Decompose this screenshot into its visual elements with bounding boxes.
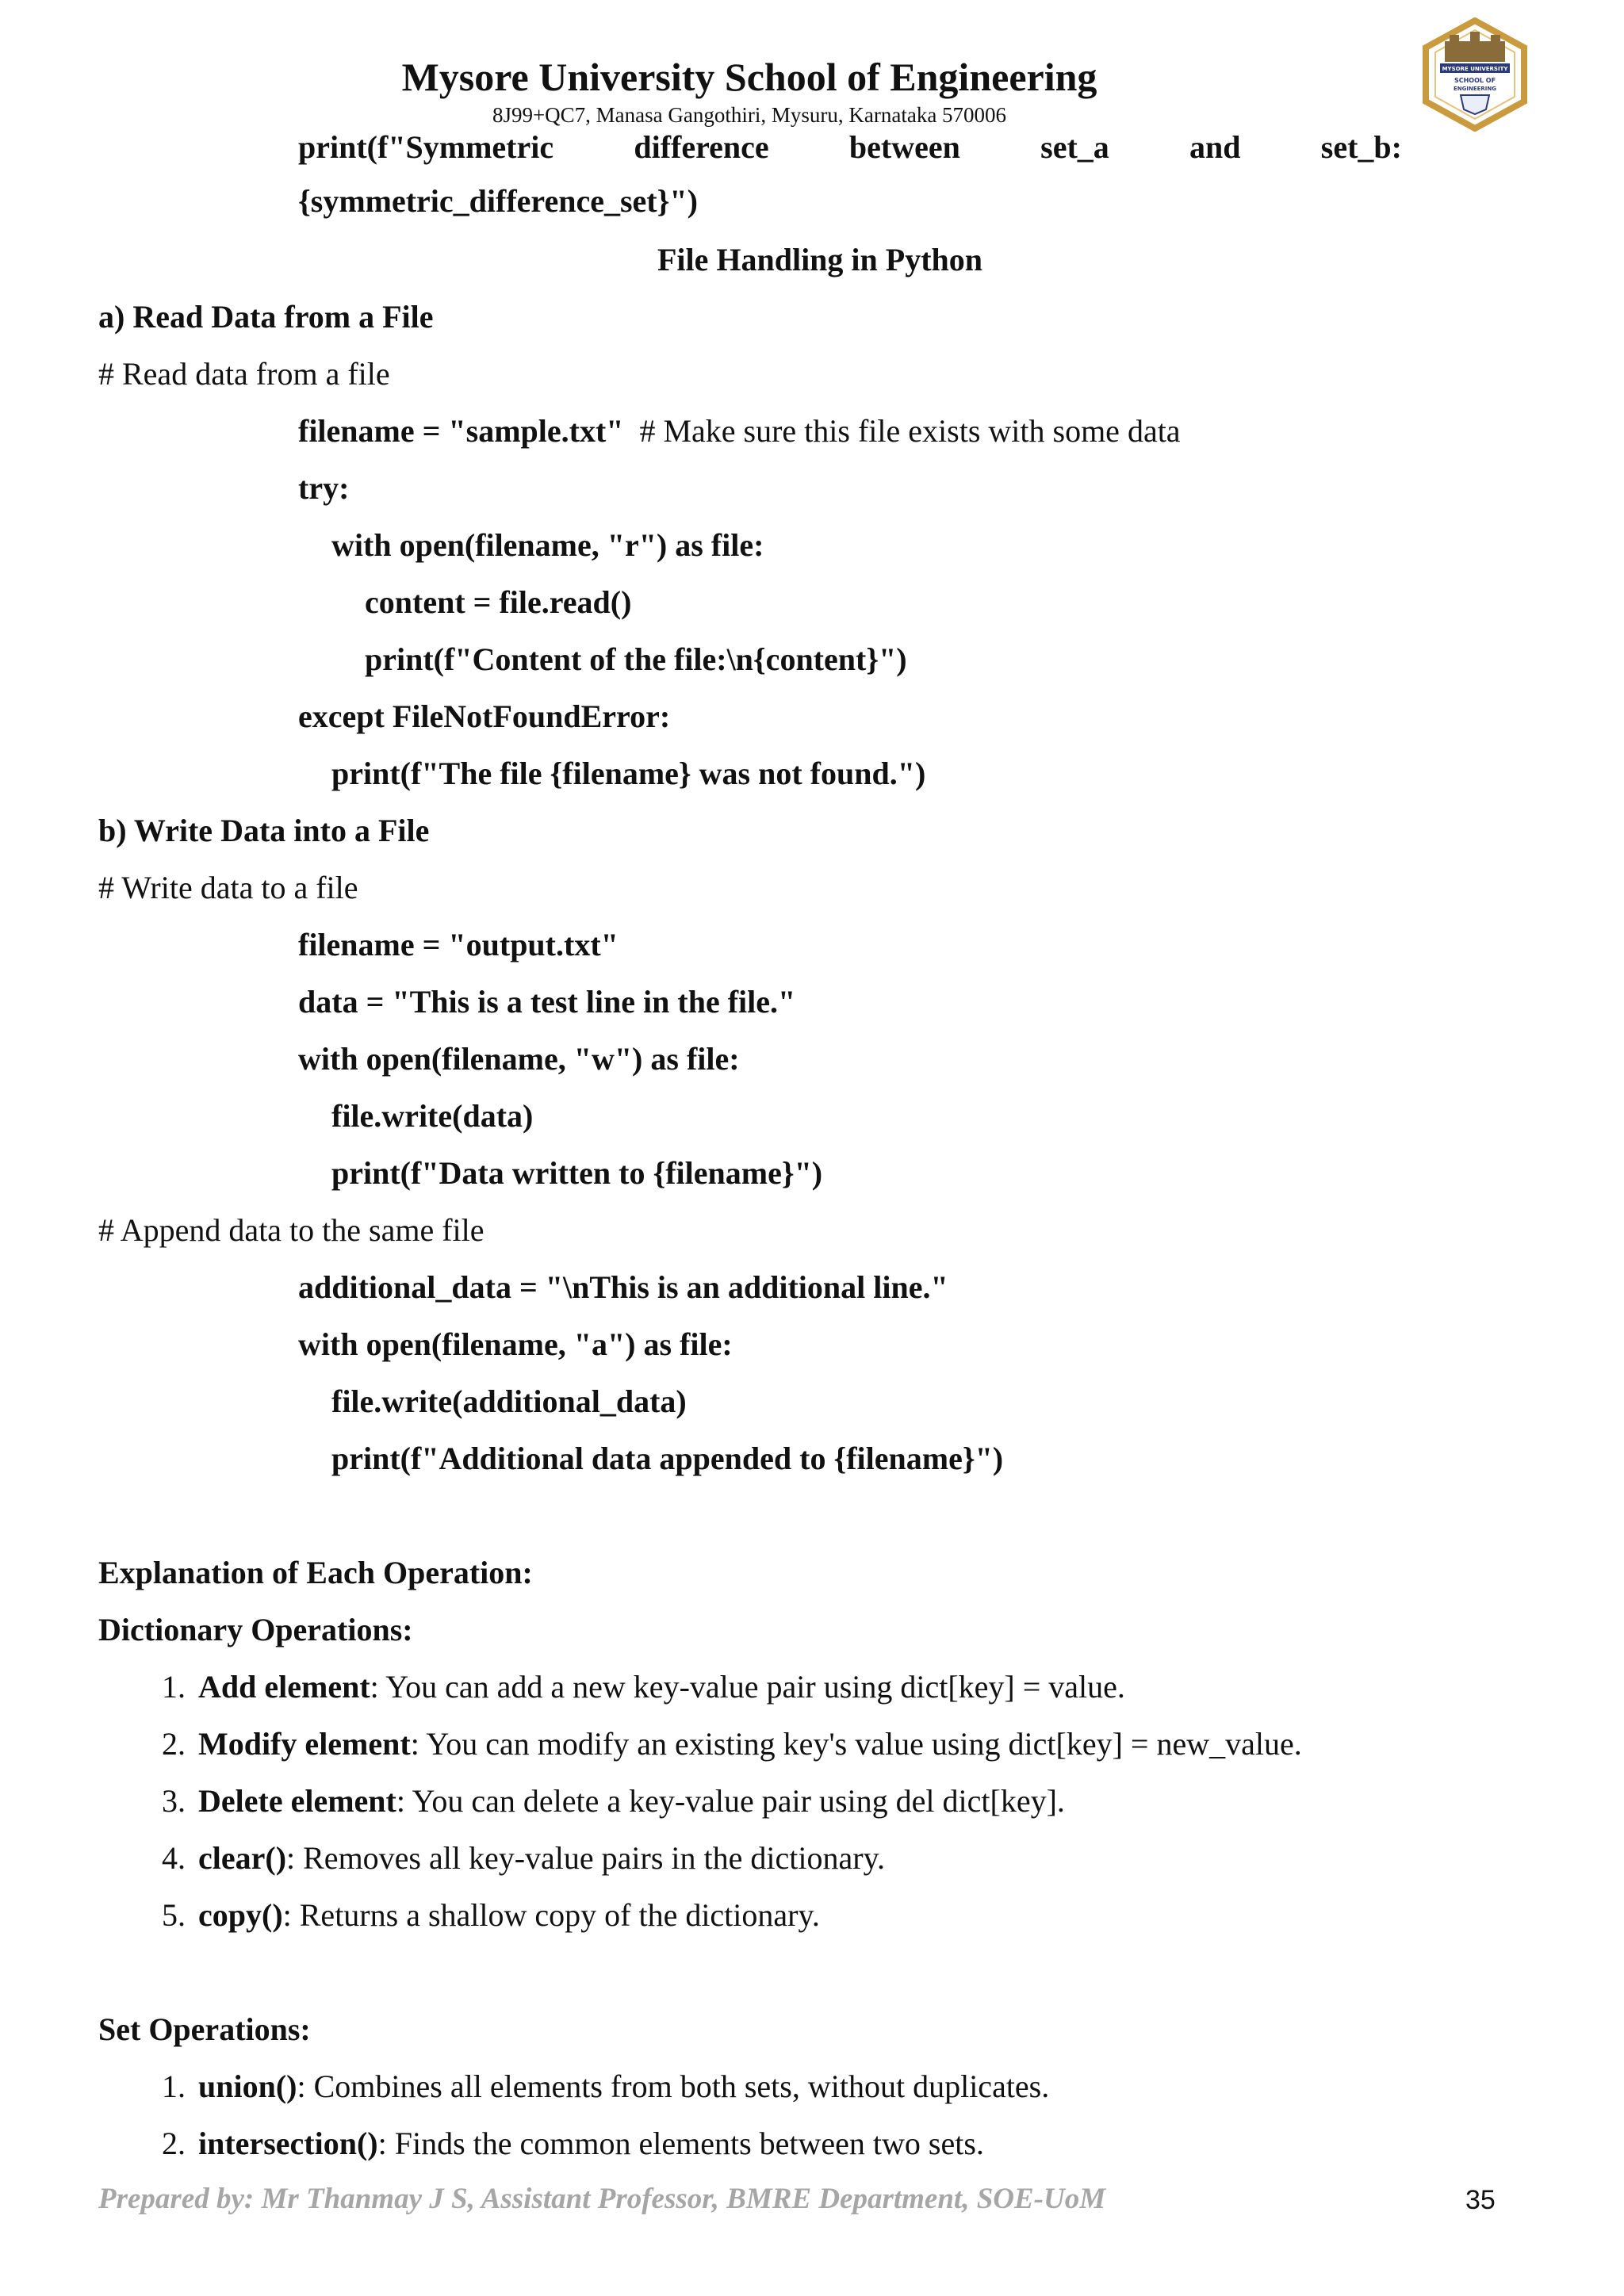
list-number: 3. — [162, 1783, 186, 1819]
code-word: and — [1189, 129, 1241, 165]
code-word: set_b: — [1320, 129, 1402, 165]
logo-text-2: SCHOOL OF — [1454, 77, 1496, 84]
heading-write-data: b) Write Data into a File — [98, 813, 430, 848]
heading-dictionary-operations: Dictionary Operations: — [98, 1612, 413, 1647]
list-item — [147, 1668, 1125, 1706]
list-desc: : You can delete a key-value pair using del dict[key]. — [396, 1783, 1065, 1819]
code-line: except FileNotFoundError: — [298, 698, 671, 734]
code-text: filename = "sample.txt" — [298, 413, 624, 449]
footer-prepared-by: Prepared by: Mr Thanmay J S, Assistant Professor, BMRE Department, SOE-UoM — [98, 2183, 1106, 2215]
page-header-address: 8J99+QC7, Manasa Gangothiri, Mysuru, Karnataka 570006 — [492, 103, 1007, 127]
code-line — [298, 412, 1181, 450]
comment-append-data: # Append data to the same file — [98, 1212, 485, 1248]
code-word: set_a — [1040, 129, 1109, 165]
list-desc: : Combines all elements from both sets, without duplicates. — [297, 2068, 1050, 2104]
list-number: 2. — [162, 2126, 186, 2161]
logo-text-1: MYSORE UNIVERSITY — [1442, 66, 1508, 72]
code-line: file.write(data) — [331, 1098, 534, 1134]
list-term: Add element — [198, 1669, 370, 1705]
heading-read-data: a) Read Data from a File — [98, 299, 434, 335]
list-desc: : You can modify an existing key's value using dict[key] = new_value. — [410, 1726, 1302, 1762]
code-line: filename = "output.txt" — [298, 927, 619, 962]
list-number: 1. — [162, 2068, 186, 2104]
heading-set-operations: Set Operations: — [98, 2011, 311, 2047]
code-word: print(f"Symmetric — [298, 129, 554, 165]
university-logo — [1418, 17, 1532, 132]
list-desc: : Removes all key-value pairs in the dictionary. — [286, 1840, 885, 1876]
code-line: with open(filename, "w") as file: — [298, 1041, 740, 1077]
code-line: print(f"Data written to {filename}") — [331, 1155, 823, 1191]
list-item — [147, 1725, 1302, 1763]
list-item — [147, 2068, 1049, 2106]
code-line: print(f"Content of the file:\n{content}") — [365, 641, 907, 677]
page-number: 35 — [1465, 2185, 1496, 2215]
comment-write-data: # Write data to a file — [98, 870, 358, 905]
list-item — [147, 1896, 820, 1934]
code-word: difference — [634, 129, 769, 165]
section-title: File Handling in Python — [657, 242, 983, 277]
list-item — [147, 1839, 885, 1877]
code-line: data = "This is a test line in the file." — [298, 984, 796, 1020]
code-line: file.write(additional_data) — [331, 1383, 687, 1419]
heading-explanation: Explanation of Each Operation: — [98, 1555, 533, 1590]
list-number: 5. — [162, 1897, 186, 1933]
code-line: with open(filename, "r") as file: — [331, 527, 764, 563]
comment-read-data: # Read data from a file — [98, 356, 390, 392]
list-term: intersection() — [198, 2126, 378, 2161]
code-symmetric-line1 — [298, 128, 1402, 166]
code-line: with open(filename, "a") as file: — [298, 1326, 733, 1362]
page-header-title: Mysore University School of Engineering — [401, 55, 1097, 99]
list-term: Delete element — [198, 1783, 396, 1819]
code-word: between — [848, 129, 960, 165]
list-number: 4. — [162, 1840, 186, 1876]
list-number: 2. — [162, 1726, 186, 1762]
list-desc: : Returns a shallow copy of the dictionary. — [282, 1897, 820, 1933]
code-line: additional_data = "\nThis is an additional line." — [298, 1269, 948, 1305]
list-term: copy() — [198, 1897, 283, 1933]
code-line: try: — [298, 470, 350, 506]
list-item — [147, 1782, 1065, 1820]
code-line: print(f"Additional data appended to {filename}") — [331, 1441, 1004, 1476]
logo-text-3: ENGINEERING — [1453, 86, 1497, 92]
list-desc: : You can add a new key-value pair using dict[key] = value. — [370, 1669, 1125, 1705]
list-term: Modify element — [198, 1726, 411, 1762]
code-line: content = file.read() — [365, 584, 632, 620]
list-desc: : Finds the common elements between two sets. — [377, 2126, 984, 2161]
code-symmetric-line2: {symmetric_difference_set}") — [298, 183, 698, 219]
code-comment: # Make sure this file exists with some data — [639, 413, 1181, 449]
list-term: union() — [198, 2068, 297, 2104]
list-term: clear() — [198, 1840, 287, 1876]
list-item — [147, 2125, 984, 2163]
code-line: print(f"The file {filename} was not found.") — [331, 756, 926, 791]
list-number: 1. — [162, 1669, 186, 1705]
